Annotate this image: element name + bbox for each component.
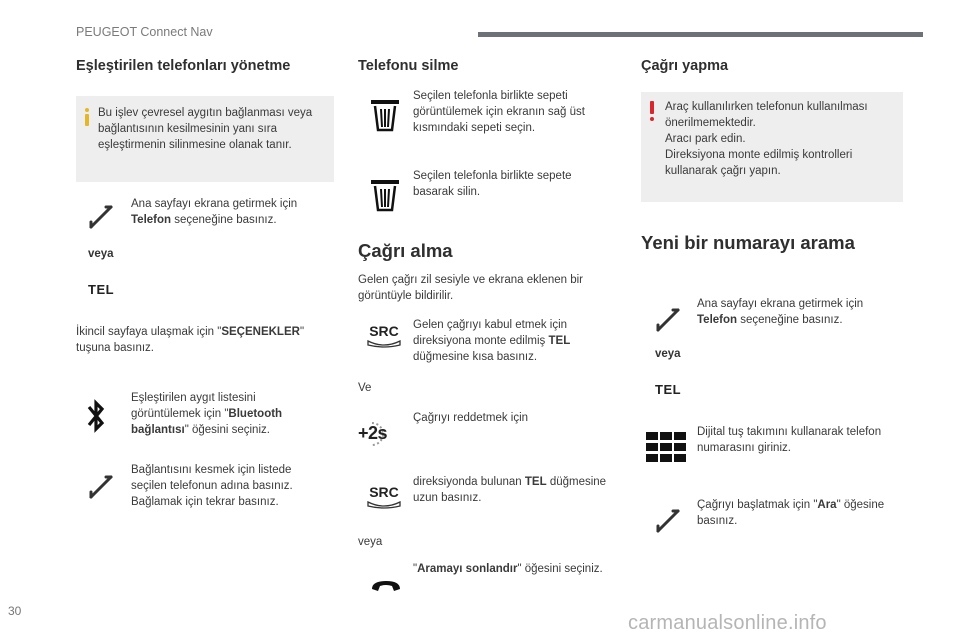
warning-text: Araç kullanılırken telefonun kullanılması önerilmemektedir. Aracı park edin. Direksiyona monte edilmiş kontrolleri kullanarak çağrı yapın.	[665, 101, 868, 177]
watermark: carmanualsonline.info	[628, 612, 827, 634]
info-icon	[85, 108, 89, 112]
warning-icon	[650, 101, 654, 114]
step-text-bluetooth: Eşleştirilen aygıt listesini görüntülemek için "Bluetooth bağlantısı" öğesini seçiniz.	[131, 392, 283, 436]
section-title-delete: Telefonu silme	[358, 58, 459, 74]
phone-icon-4[interactable]	[655, 508, 681, 534]
phone-icon-2[interactable]	[88, 474, 114, 500]
phone-icon[interactable]	[88, 204, 114, 230]
tel-button-label-2[interactable]: TEL	[655, 382, 682, 397]
or-label-2: veya	[358, 536, 383, 548]
warning-icon-dot	[650, 117, 654, 121]
src-label: SRC	[369, 323, 399, 339]
info-text: Bu işlev çevresel aygıtın bağlanması veya bağlantısının kesilmesinin yanı sıra eşleştirmenin silinmesine olanak tanır.	[98, 107, 313, 151]
src-button-icon[interactable]	[366, 323, 402, 349]
end-call-text: "Aramayı sonlandır" öğesini seçiniz.	[413, 563, 603, 575]
src-button-icon-2[interactable]	[366, 484, 402, 510]
page-number: 30	[8, 604, 22, 618]
header-title: PEUGEOT Connect Nav	[76, 25, 213, 39]
delete-step-2: Seçilen telefonla birlikte sepete basarak silin.	[413, 170, 572, 198]
start-call-text: Çağrıyı başlatmak için "Ara" öğesine basınız.	[697, 499, 885, 527]
header-bar	[478, 32, 923, 37]
trash-icon-2[interactable]	[370, 178, 400, 212]
delete-step-1: Seçilen telefonla birlikte sepeti görüntülemek için ekranın sağ üst kısmındaki sepeti seçin.	[413, 90, 585, 134]
keypad-icon[interactable]	[646, 432, 686, 464]
or-label: veya	[88, 248, 114, 260]
trash-icon[interactable]	[370, 98, 400, 132]
accept-text: Gelen çağrıyı kabul etmek için direksiyona monte edilmiş TEL düğmesine kısa basınız.	[413, 319, 571, 363]
long-press-text: direksiyonda bulunan TEL düğmesine uzun basınız.	[413, 476, 607, 504]
warning-box	[641, 92, 903, 202]
info-icon-bar	[85, 114, 89, 126]
tel-button-label[interactable]: TEL	[88, 282, 115, 297]
section-title-receive: Çağrı alma	[358, 240, 453, 261]
step-text-disconnect: Bağlantısını kesmek için listede seçilen telefonun adına basınız. Bağlamak için tekrar basınız.	[131, 464, 293, 508]
section-title-manage: Eşleştirilen telefonları yönetme	[76, 58, 291, 74]
or-label-3: veya	[655, 348, 681, 360]
src-label-2: SRC	[369, 484, 399, 500]
new-step-home: Ana sayfayı ekrana getirmek için Telefon seçeneğine basınız.	[697, 298, 864, 326]
hang-up-icon[interactable]	[370, 578, 402, 594]
receive-intro: Gelen çağrı zil sesiyle ve ekrana eklenen bir görüntüyle bildirilir.	[358, 274, 584, 302]
step-text-home: Ana sayfayı ekrana getirmek için Telefon seçeneğine basınız.	[131, 198, 298, 226]
hold-2s-icon	[358, 420, 402, 448]
keypad-text: Dijital tuş takımını kullanarak telefon numarasını giriniz.	[697, 426, 882, 454]
section-title-make-call: Çağrı yapma	[641, 58, 729, 74]
phone-icon-3[interactable]	[655, 307, 681, 333]
hold-2s-label: +2s	[358, 423, 388, 443]
info-box	[76, 96, 334, 182]
reject-text: Çağrıyı reddetmek için	[413, 412, 529, 424]
section-title-new-number: Yeni bir numarayı arama	[641, 232, 855, 253]
step-text-options: İkincil sayfaya ulaşmak için "SEÇENEKLER" tuşuna basınız.	[76, 326, 305, 354]
bluetooth-icon[interactable]	[86, 398, 106, 434]
and-label: Ve	[358, 382, 372, 394]
